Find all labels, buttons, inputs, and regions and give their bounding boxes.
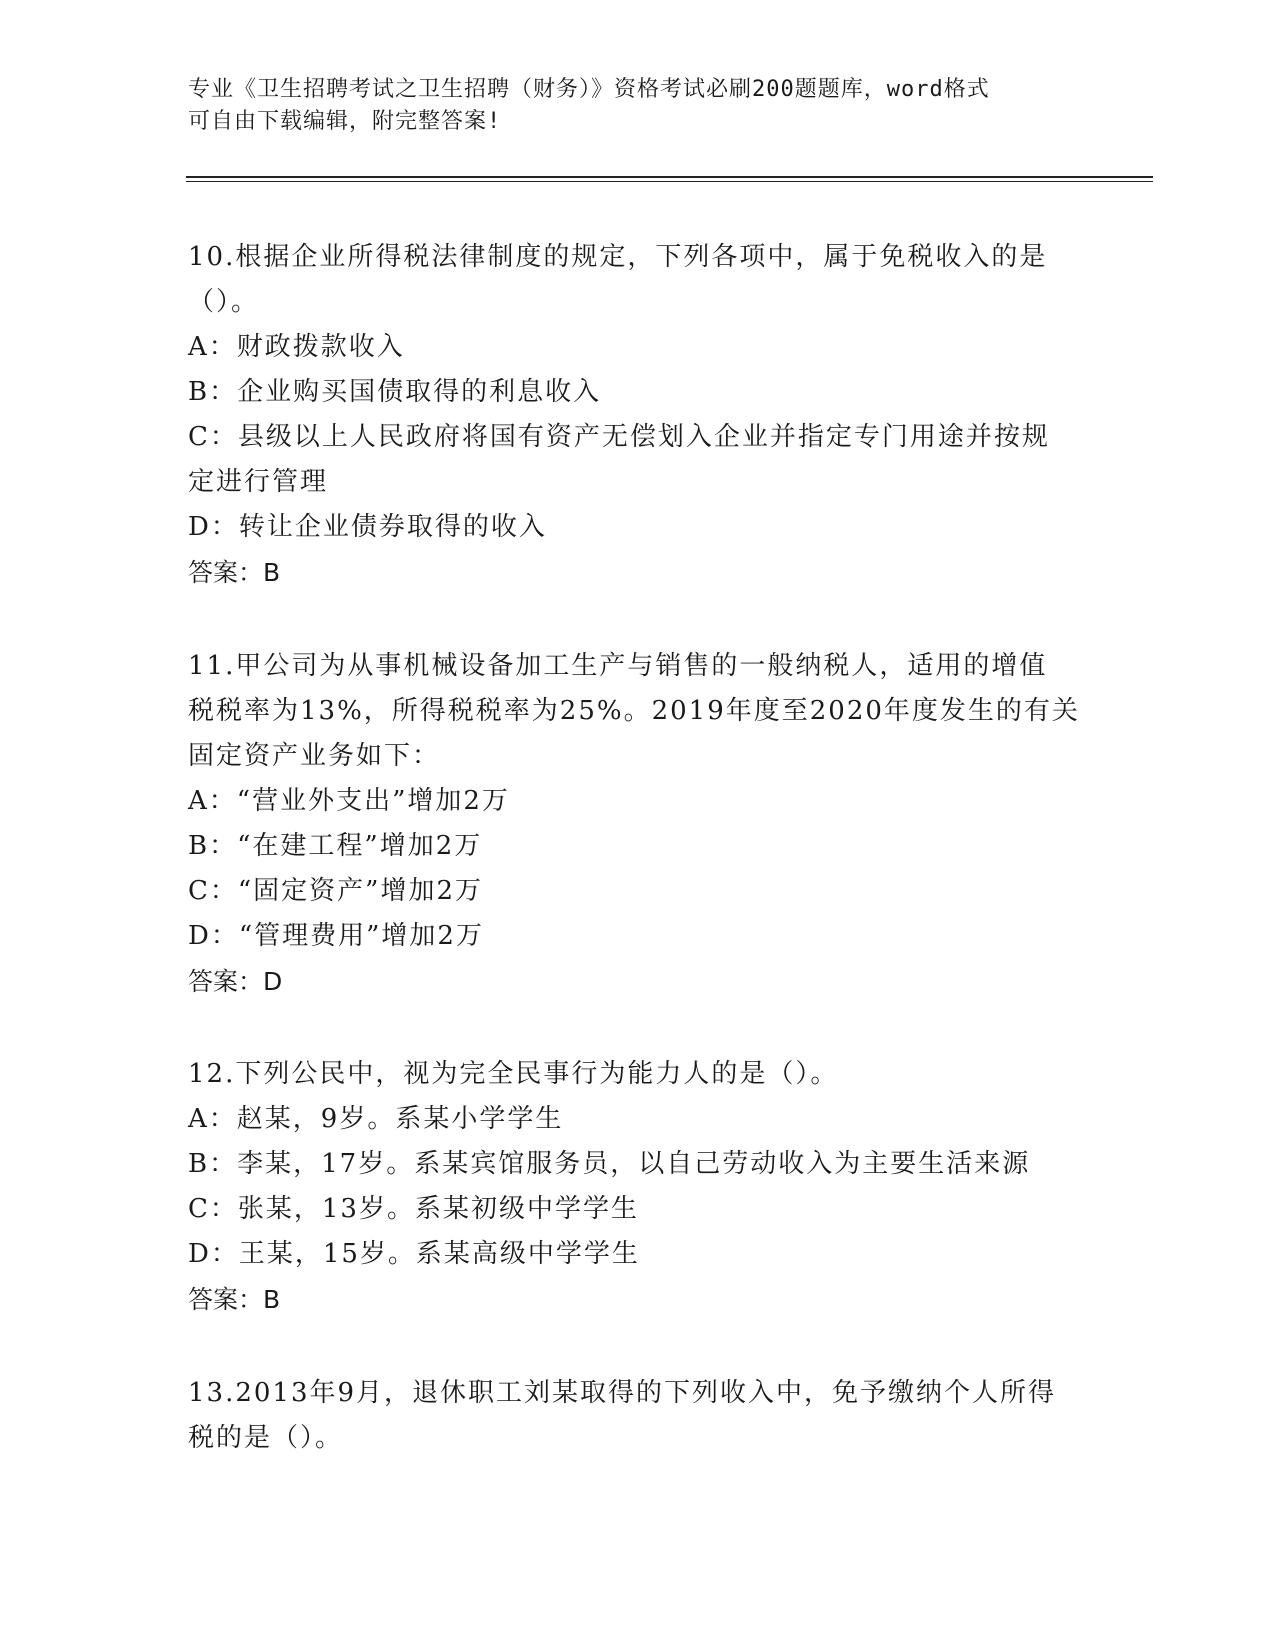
question-stem-line: 固定资产业务如下：	[188, 741, 441, 771]
option-c-continued: 定进行管理	[188, 467, 329, 497]
option-b: B：李某，17岁。系某宾馆服务员，以自己劳动收入为主要生活来源	[188, 1149, 1031, 1179]
option-a: A：财政拨款收入	[188, 332, 405, 362]
option-b: B：“在建工程”增加2万	[188, 831, 483, 861]
question-stem-line: 13.2013年9月，退休职工刘某取得的下列收入中，免予缴纳个人所得	[188, 1378, 1057, 1408]
question-10	[188, 235, 1088, 595]
header-divider-bottom	[186, 181, 1153, 182]
answer-label: 答案：B	[188, 558, 281, 587]
option-c: C：张某，13岁。系某初级中学学生	[188, 1194, 639, 1224]
question-stem-line: 税的是（）。	[188, 1423, 344, 1453]
question-13	[188, 1371, 1088, 1461]
option-b: B：企业购买国债取得的利息收入	[188, 377, 602, 407]
option-c: C：县级以上人民政府将国有资产无偿划入企业并指定专门用途并按规	[188, 422, 1050, 452]
question-stem-line: 税税率为13%，所得税税率为25%。2019年度至2020年度发生的有关	[188, 696, 1080, 726]
question-stem-line: 10.根据企业所得税法律制度的规定，下列各项中，属于免税收入的是	[188, 242, 1048, 272]
question-stem-line: 12.下列公民中，视为完全民事行为能力人的是（）。	[188, 1059, 839, 1089]
question-12	[188, 1052, 1088, 1322]
option-a: A：赵某，9岁。系某小学学生	[188, 1104, 564, 1134]
option-a: A：“营业外支出”增加2万	[188, 786, 510, 816]
answer-label: 答案：B	[188, 1285, 281, 1314]
option-c: C：“固定资产”增加2万	[188, 876, 484, 906]
option-d: D：转让企业债券取得的收入	[188, 512, 547, 542]
answer-label: 答案：D	[188, 967, 283, 996]
question-stem-line: （）。	[188, 287, 260, 317]
option-d: D：“管理费用”增加2万	[188, 921, 484, 951]
option-d: D：王某，15岁。系某高级中学学生	[188, 1239, 640, 1269]
document-header	[188, 74, 1088, 138]
header-line-1: 专业《卫生招聘考试之卫生招聘（财务）》资格考试必刷200题题库，word格式	[188, 77, 990, 102]
header-divider-top	[186, 176, 1153, 178]
question-11	[188, 644, 1088, 1004]
question-stem-line: 11.甲公司为从事机械设备加工生产与销售的一般纳税人，适用的增值	[188, 651, 1048, 681]
header-line-2: 可自由下载编辑，附完整答案!	[188, 109, 502, 134]
